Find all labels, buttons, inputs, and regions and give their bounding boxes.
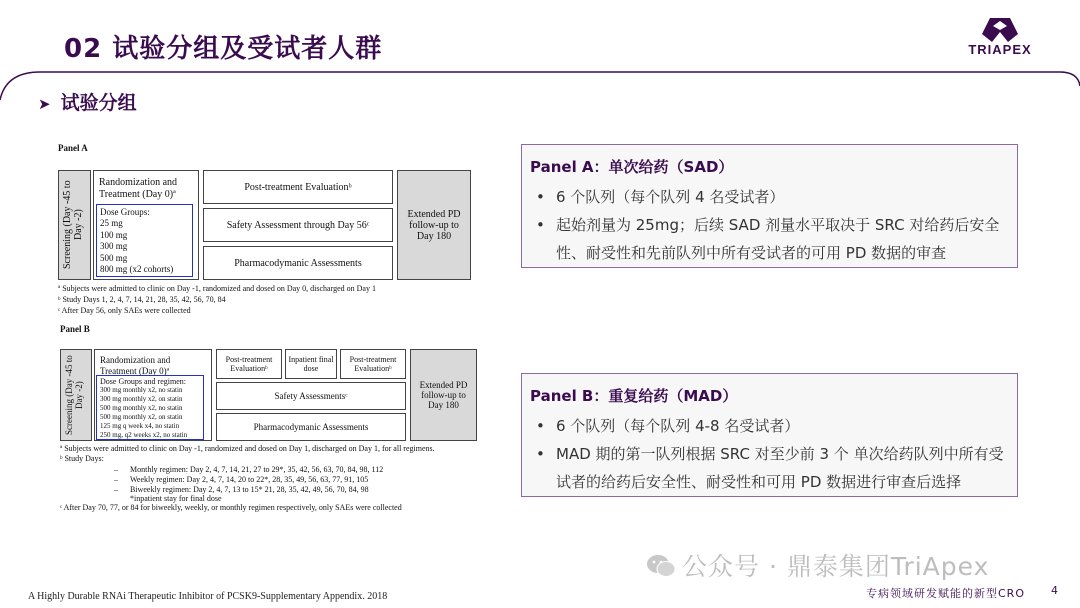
panel-a-dose-groups [96,204,193,277]
regimen-text: Weekly regimen: Day 2, 4, 7, 14, 20 to 22*, 28, 35, 49, 56, 63, 77, 91, 105 [130,475,369,484]
dose-item: 100 mg [100,229,128,240]
panel-a-pd: Pharmacodymanic Assessments [203,246,393,280]
bullet-icon: • [536,445,545,463]
panel-a-summary-box [521,144,1018,268]
panel-b-inpatient: Inpatient final dose [285,349,337,379]
panel-b-figure [56,322,486,517]
dose-item: 500 mg monthly x2, on statin [100,413,183,421]
bullet-icon: • [536,188,545,206]
panel-a-dose-title: Dose Groups: [100,207,150,217]
section-heading [38,88,137,115]
page-number: 4 [1051,584,1058,597]
panel-a-label: Panel A [58,143,88,153]
source-citation: A Highly Durable RNAi Therapeutic Inhibitor of PCSK9-Supplementary Appendix. 2018 [28,591,388,602]
wechat-icon [646,554,676,578]
logo-text: TRIAPEX [968,42,1032,57]
panel-b-note: ᵇ Study Days: [60,454,104,463]
watermark-text: 公众号 · 鼎泰集团TriApex [682,552,990,581]
regimen-text: Monthly regimen: Day 2, 4, 7, 14, 21, 27 to 29*, 35, 42, 56, 63, 70, 84, 98, 112 [130,465,384,474]
dose-item: 300 mg monthly x2, no statin [100,386,183,394]
header-divider [0,60,1080,110]
bullet-icon: • [536,417,545,435]
panel-b-last-note: ᶜ After Day 70, 77, or 84 for biweekly, weekly, or monthly regimen respectively, only SAEs were collected [60,503,402,512]
panel-a-note: ᶜ After Day 56, only SAEs were collected [58,306,191,315]
list-item [522,412,1017,440]
list-item [522,440,1017,496]
panel-a-note: ª Subjects were admitted to clinic on Day -1, randomized and dosed on Day 0, discharged on Day 1 [58,284,376,293]
tagline: 专病领域研发赋能的新型CRO [866,587,1025,600]
panel-a-summary-title: Panel A：单次给药（SAD） [530,158,734,176]
panel-b-pd: Pharmacodymanic Assessments [216,413,406,441]
panel-b-post-treatment-1: Post-treatment Evaluationᵇ [216,349,282,379]
panel-b-screening-box [60,349,92,441]
list-item-text: 起始剂量为 25mg；后续 SAD 剂量水平取决于 SRC 对给药后安全性、耐受性和先前队列中所有受试者的可用 PD 数据的审查 [556,216,1000,262]
dose-item: 800 mg (x2 cohorts) [100,264,174,274]
dose-item: 25 mg [100,218,123,228]
panel-a-note: ᵇ Study Days 1, 2, 4, 7, 14, 21, 28, 35, 42, 56, 70, 84 [58,295,226,304]
panel-a-randomization-text: Randomization and Treatment (Day 0)ª [99,177,178,200]
panel-b-dose-groups [96,375,204,440]
panel-b-note: ª Subjects were admitted to clinic on Day -1, randomized and dosed on Day 1, discharged on Day 1, for all regimens. [60,444,435,453]
dose-item: 300 mg monthly x2, on statin [100,395,183,403]
panel-b-dose-list [100,386,187,440]
panel-b-summary-title: Panel B：重复给药（MAD） [530,387,738,405]
panel-b-summary-box [521,373,1018,497]
panel-b-dose-title: Dose Groups and regimen: [100,377,186,386]
regimen-item: – Monthly regimen: Day 2, 4, 7, 14, 21, 27 to 29*, 35, 42, 56, 63, 70, 84, 98, 112 [114,465,384,474]
arrow-icon: ➤ [38,95,51,113]
panel-a-screening-text: Screening (Day -45 to Day -2) [62,180,84,270]
list-item-text: 6 个队列（每个队列 4-8 名受试者） [556,417,800,435]
regimen-text: Biweekly regimen: Day 2, 4, 7, 13 to 15* 21, 28, 35, 42, 49, 56, 70, 84, 98 [130,485,369,494]
panel-a-figure [56,140,476,320]
panel-a-dose-list [100,218,173,276]
panel-b-safety: Safety Assessmentsᶜ [216,382,406,410]
dose-item: 125 mg q week x4, no statin [100,422,180,430]
dose-item: 250 mg, q2 weeks x2, no statin [100,431,188,439]
panel-b-screening-text: Screening (Day -45 to Day -2) [64,355,84,436]
panel-a-screening-box [58,170,91,280]
list-item [522,183,1017,211]
watermark [646,547,989,583]
dose-item: 500 mg [100,252,128,263]
dose-item: 500 mg monthly x2, no statin [100,404,183,412]
panel-b-label: Panel B [60,324,90,334]
panel-a-extended: Extended PD follow-up to Day 180 [397,170,471,280]
panel-b-extended: Extended PD follow-up to Day 180 [410,349,477,441]
regimen-item: – Weekly regimen: Day 2, 4, 7, 14, 20 to 22*, 28, 35, 49, 56, 63, 77, 91, 105 [114,475,369,484]
dose-item: 300 mg [100,241,128,251]
panel-b-post-treatment-2: Post-treatment Evaluationᵇ [340,349,406,379]
panel-a-safety: Safety Assessment through Day 56ᶜ [203,208,393,242]
list-item-text: MAD 期的第一队列根据 SRC 对至少前 3 个 单次给药队列中所有受试者的给药后安全性、耐受性和可用 PD 数据进行审查后选择 [556,445,1004,491]
section-title: 试验分组 [60,92,137,114]
page-title: 02 试验分组及受试者人群 [64,34,383,64]
inpatient-note: *inpatient stay for final dose [130,494,222,503]
bullet-icon: • [536,216,545,234]
panel-b-randomization-text: Randomization and Treatment (Day 0)ª [100,355,171,376]
list-item [522,211,1017,267]
panel-a-post-treatment: Post-treatment Evaluationᵇ [203,170,393,204]
regimen-item: – Biweekly regimen: Day 2, 4, 7, 13 to 15* 21, 28, 35, 42, 49, 56, 70, 84, 98 [114,485,369,494]
list-item-text: 6 个队列（每个队列 4 名受试者） [556,188,785,206]
